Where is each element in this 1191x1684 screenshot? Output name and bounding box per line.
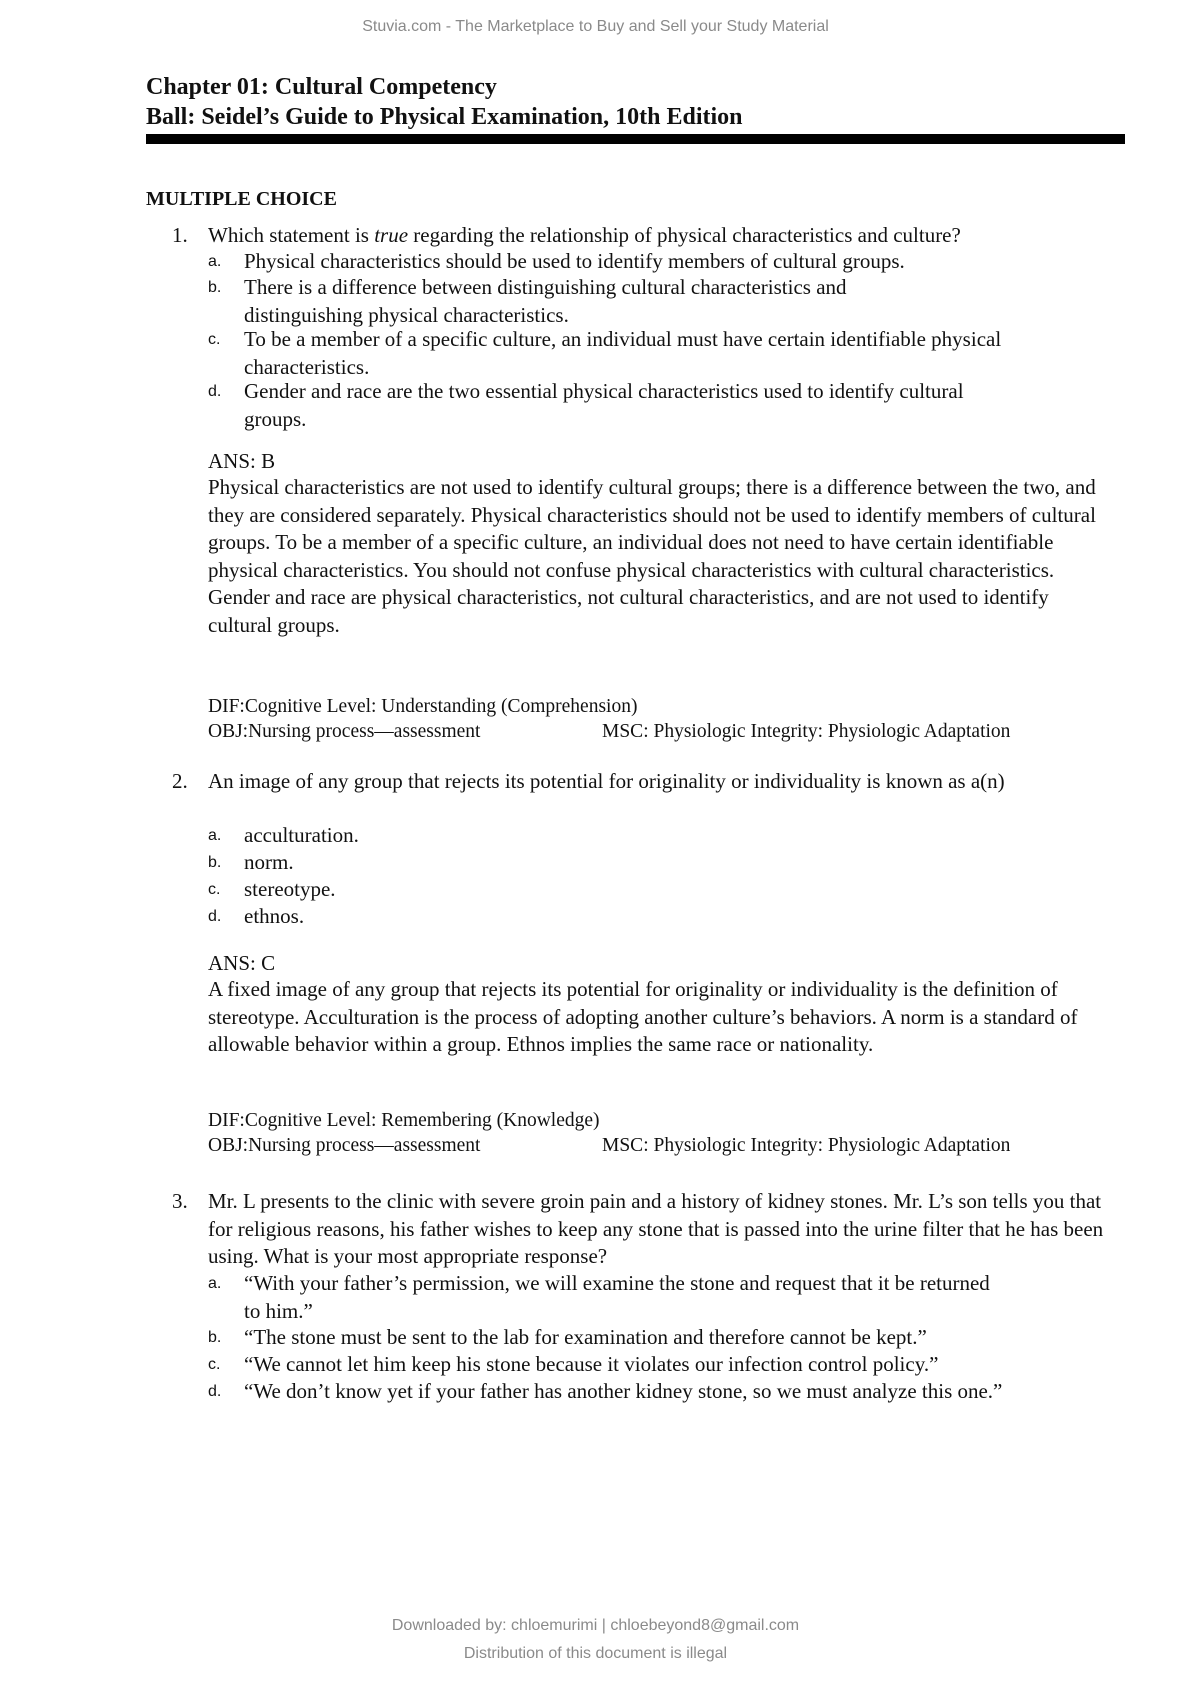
difficulty-label: DIF:Cognitive Level: Remembering (Knowledge) bbox=[208, 1110, 600, 1131]
option-text: To be a member of a specific culture, an individual must have certain identifiable physical characteristics. bbox=[244, 327, 1002, 379]
answer-rationale: A fixed image of any group that rejects its potential for originality or individuality is the definition of stereotype. Acculturation is the process of adopting another culture’s behaviors. A norm is a standard of allowable behavior within a group. Ethnos implies the same race or nationality. bbox=[208, 977, 1078, 1056]
stem-text: Mr. L presents to the clinic with severe groin pain and a history of kidney stones. Mr. L’s son tells you that for religious reasons, his father wishes to keep any stone that is passed into the urine filter that he has been using. What is your most appropriate response? bbox=[208, 1189, 1104, 1268]
header-rule bbox=[146, 134, 1125, 144]
option-letter: b. bbox=[208, 1329, 222, 1346]
watermark-download-info: Downloaded by: chloemurimi | chloebeyond8@gmail.com bbox=[391, 1617, 800, 1634]
question-number: 3. bbox=[172, 1189, 188, 1213]
question-stem bbox=[208, 222, 1108, 250]
option-text: “The stone must be sent to the lab for examination and therefore cannot be kept.” bbox=[244, 1325, 927, 1349]
option-text: stereotype. bbox=[244, 877, 336, 901]
option-letter: a. bbox=[208, 1275, 222, 1292]
answer-key: ANS: B bbox=[208, 449, 276, 473]
option-letter: c. bbox=[208, 1356, 221, 1373]
option-text: “We cannot let him keep his stone because it violates our infection control policy.” bbox=[244, 1352, 939, 1376]
option-letter: b. bbox=[208, 854, 222, 871]
stem-text: Which statement is bbox=[208, 223, 375, 247]
question-metadata bbox=[208, 694, 1108, 744]
difficulty-label: DIF:Cognitive Level: Understanding (Comprehension) bbox=[208, 696, 638, 717]
option-letter: b. bbox=[208, 279, 222, 296]
option-text: norm. bbox=[244, 850, 294, 874]
option-letter: d. bbox=[208, 1383, 222, 1400]
answer-rationale: Physical characteristics are not used to identify cultural groups; there is a difference between the two, and they are considered separately. Physical characteristics should not be used to identify members of cultural groups. To be a member of a specific culture, an individual does not need to have certain identifiable physical characteristics. You should not confuse physical characteristics with cultural characteristics. Gender and race are physical characteristics, not cultural characteristics, and are not used to identify cultural groups. bbox=[208, 475, 1096, 637]
question-number: 2. bbox=[172, 769, 188, 793]
stem-emphasis: true bbox=[374, 223, 409, 247]
option-text: “We don’t know yet if your father has another kidney stone, so we must analyze this one.” bbox=[244, 1379, 1003, 1403]
option-letter: a. bbox=[208, 253, 222, 270]
option-letter: d. bbox=[208, 383, 222, 400]
option-letter: a. bbox=[208, 827, 222, 844]
stem-text: regarding the relationship of physical characteristics and culture? bbox=[408, 223, 961, 247]
option-text: There is a difference between distinguishing cultural characteristics and distinguishing physical characteristics. bbox=[244, 275, 847, 327]
question-stem bbox=[208, 1188, 1120, 1271]
stem-text: An image of any group that rejects its potential for originality or individuality is known as a(n) bbox=[208, 769, 1005, 793]
question-stem bbox=[208, 768, 1088, 796]
book-title: Ball: Seidel’s Guide to Physical Examination, 10th Edition bbox=[146, 104, 743, 130]
msc-label: MSC: Physiologic Integrity: Physiologic Adaptation bbox=[602, 721, 1011, 742]
objective-label: OBJ:Nursing process—assessment bbox=[208, 1135, 481, 1156]
question-number: 1. bbox=[172, 223, 188, 247]
watermark-distribution-notice: Distribution of this document is illegal bbox=[463, 1645, 728, 1662]
watermark-top: Stuvia.com - The Marketplace to Buy and Sell your Study Material bbox=[362, 18, 829, 35]
objective-label: OBJ:Nursing process—assessment bbox=[208, 721, 481, 742]
option-text: ethnos. bbox=[244, 904, 305, 928]
option-text: Physical characteristics should be used to identify members of cultural groups. bbox=[244, 249, 905, 273]
option-letter: c. bbox=[208, 881, 221, 898]
msc-label: MSC: Physiologic Integrity: Physiologic Adaptation bbox=[602, 1135, 1011, 1156]
option-text: Gender and race are the two essential physical characteristics used to identify cultural groups. bbox=[244, 379, 964, 431]
answer-key: ANS: C bbox=[208, 951, 276, 975]
section-heading: MULTIPLE CHOICE bbox=[146, 188, 337, 210]
chapter-title: Chapter 01: Cultural Competency bbox=[146, 74, 497, 100]
option-text: “With your father’s permission, we will examine the stone and request that it be returned to him.” bbox=[244, 1271, 990, 1323]
option-letter: c. bbox=[208, 331, 221, 348]
option-letter: d. bbox=[208, 908, 222, 925]
question-metadata bbox=[208, 1108, 1108, 1158]
option-text: acculturation. bbox=[244, 823, 359, 847]
